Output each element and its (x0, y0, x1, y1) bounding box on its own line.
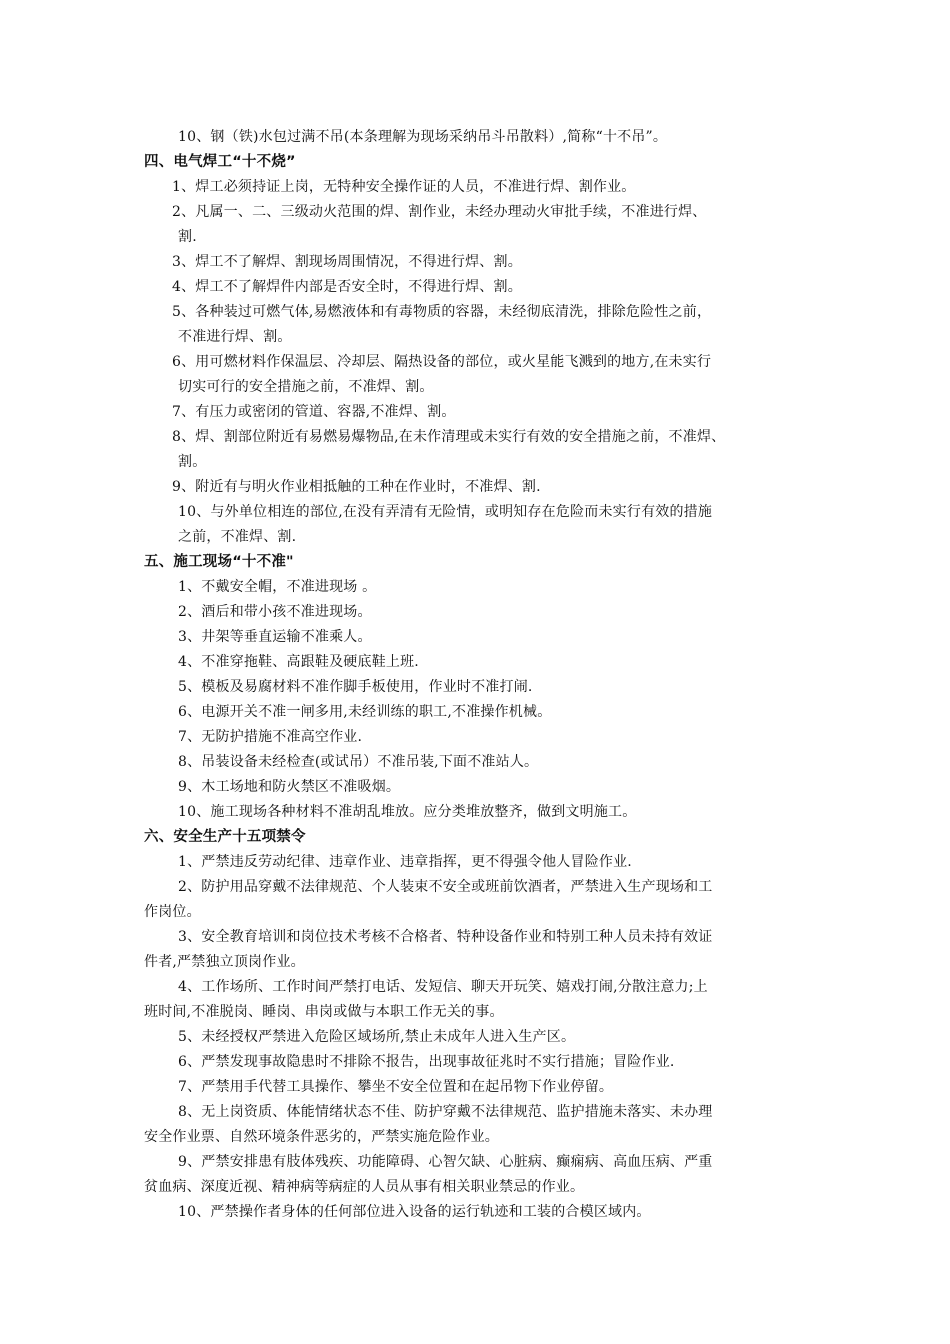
section4-item: 9、附近有与明火作业相抵触的工种在作业时，不准焊、割. (172, 479, 541, 495)
section5-item: 9、木工场地和防火禁区不准吸烟。 (178, 779, 401, 795)
section6-item: 9、严禁安排患有肢体残疾、功能障碍、心智欠缺、心脏病、癫痫病、高血压病、严重 (178, 1154, 713, 1170)
section5-item: 7、无防护措施不准高空作业. (178, 729, 363, 745)
section4-item: 6、用可燃材料作保温层、冷却层、隔热设备的部位，或火星能飞溅到的地方,在未实行 (172, 354, 712, 370)
section6-item: 5、未经授权严禁进入危险区域场所,禁止未成年人进入生产区。 (178, 1029, 576, 1045)
section6-item: 7、严禁用手代替工具操作、攀坐不安全位置和在起吊物下作业停留。 (178, 1079, 614, 1095)
section4-heading: 四、电气焊工“十不烧” (144, 154, 296, 170)
section5-item: 4、不准穿拖鞋、高跟鞋及硬底鞋上班. (178, 654, 419, 670)
section6-item-cont: 贫血病、深度近视、精神病等病症的人员从事有相关职业禁忌的作业。 (144, 1179, 585, 1195)
section6-item: 2、防护用品穿戴不法律规范、个人装束不安全或班前饮酒者，严禁进入生产现场和工 (178, 879, 713, 895)
section5-heading: 五、施工现场“十不准" (144, 554, 294, 570)
section6-item: 4、工作场所、工作时间严禁打电话、发短信、聊天开玩笑、嬉戏打闹,分散注意力;上 (178, 979, 708, 995)
section6-item: 1、严禁违反劳动纪律、违章作业、违章指挥，更不得强令他人冒险作业. (178, 854, 632, 870)
section4-item: 1、焊工必须持证上岗，无特种安全操作证的人员，不准进行焊、割作业。 (172, 179, 636, 195)
section6-item: 8、无上岗资质、体能情绪状态不佳、防护穿戴不法律规范、监护措施未落实、未办理 (178, 1104, 713, 1120)
section4-item: 10、与外单位相连的部位,在没有弄清有无险情，或明知存在危险而未实行有效的措施 (178, 504, 713, 520)
section4-item-cont: 割. (178, 229, 197, 245)
section6-item: 3、安全教育培训和岗位技术考核不合格者、特种设备作业和特别工种人员未持有效证 (178, 929, 713, 945)
section5-item: 8、吊装设备未经检查(或试吊）不准吊装,下面不准站人。 (178, 754, 539, 770)
section5-item: 5、模板及易腐材料不准作脚手板使用，作业时不准打闹. (178, 679, 533, 695)
section6-item-cont: 安全作业票、自然环境条件恶劣的，严禁实施危险作业。 (144, 1129, 499, 1145)
section4-item: 7、有压力或密闭的管道、容器,不准焊、割。 (172, 404, 456, 420)
section4-item-cont: 不准进行焊、割。 (178, 329, 292, 345)
section5-item: 6、电源开关不准一闸多用,未经训练的职工,不准操作机械。 (178, 704, 552, 720)
section6-item-cont: 作岗位。 (144, 904, 201, 920)
section5-item: 3、井架等垂直运输不准乘人。 (178, 629, 372, 645)
section4-item: 2、凡属一、二、三级动火范围的焊、割作业，未经办理动火审批手续，不准进行焊、 (172, 204, 707, 220)
section6-item: 10、严禁操作者身体的任何部位进入设备的运行轨迹和工装的合模区域内。 (178, 1204, 651, 1220)
section4-item-cont: 之前，不准焊、割. (178, 529, 297, 545)
section4-item-cont: 割。 (178, 454, 207, 470)
section5-item: 2、酒后和带小孩不准进现场。 (178, 604, 372, 620)
section4-item: 8、焊、割部位附近有易燃易爆物品,在未作清理或未实行有效的安全措施之前，不准焊、 (172, 429, 726, 445)
section4-item: 3、焊工不了解焊、割现场周围情况，不得进行焊、割。 (172, 254, 522, 270)
section6-item-cont: 班时间,不准脱岗、睡岗、串岗或做与本职工作无关的事。 (144, 1004, 504, 1020)
intro-line: 10、钢（铁)水包过满不吊(本条理解为现场采纳吊斗吊散料）,简称“十不吊”。 (178, 129, 668, 145)
section5-item: 1、不戴安全帽，不准进现场 。 (178, 579, 377, 595)
section5-item: 10、施工现场各种材料不准胡乱堆放。应分类堆放整齐，做到文明施工。 (178, 804, 637, 820)
section4-item-cont: 切实可行的安全措施之前，不准焊、割。 (178, 379, 434, 395)
section6-heading: 六、安全生产十五项禁令 (144, 829, 306, 845)
section6-item: 6、严禁发现事故隐患时不排除不报告，出现事故征兆时不实行措施；冒险作业. (178, 1054, 675, 1070)
section6-item-cont: 件者,严禁独立顶岗作业。 (144, 954, 305, 970)
section4-item: 4、焊工不了解焊件内部是否安全时，不得进行焊、割。 (172, 279, 522, 295)
section4-item: 5、各种装过可燃气体,易燃液体和有毒物质的容器，未经彻底清洗，排除危险性之前， (172, 304, 712, 320)
